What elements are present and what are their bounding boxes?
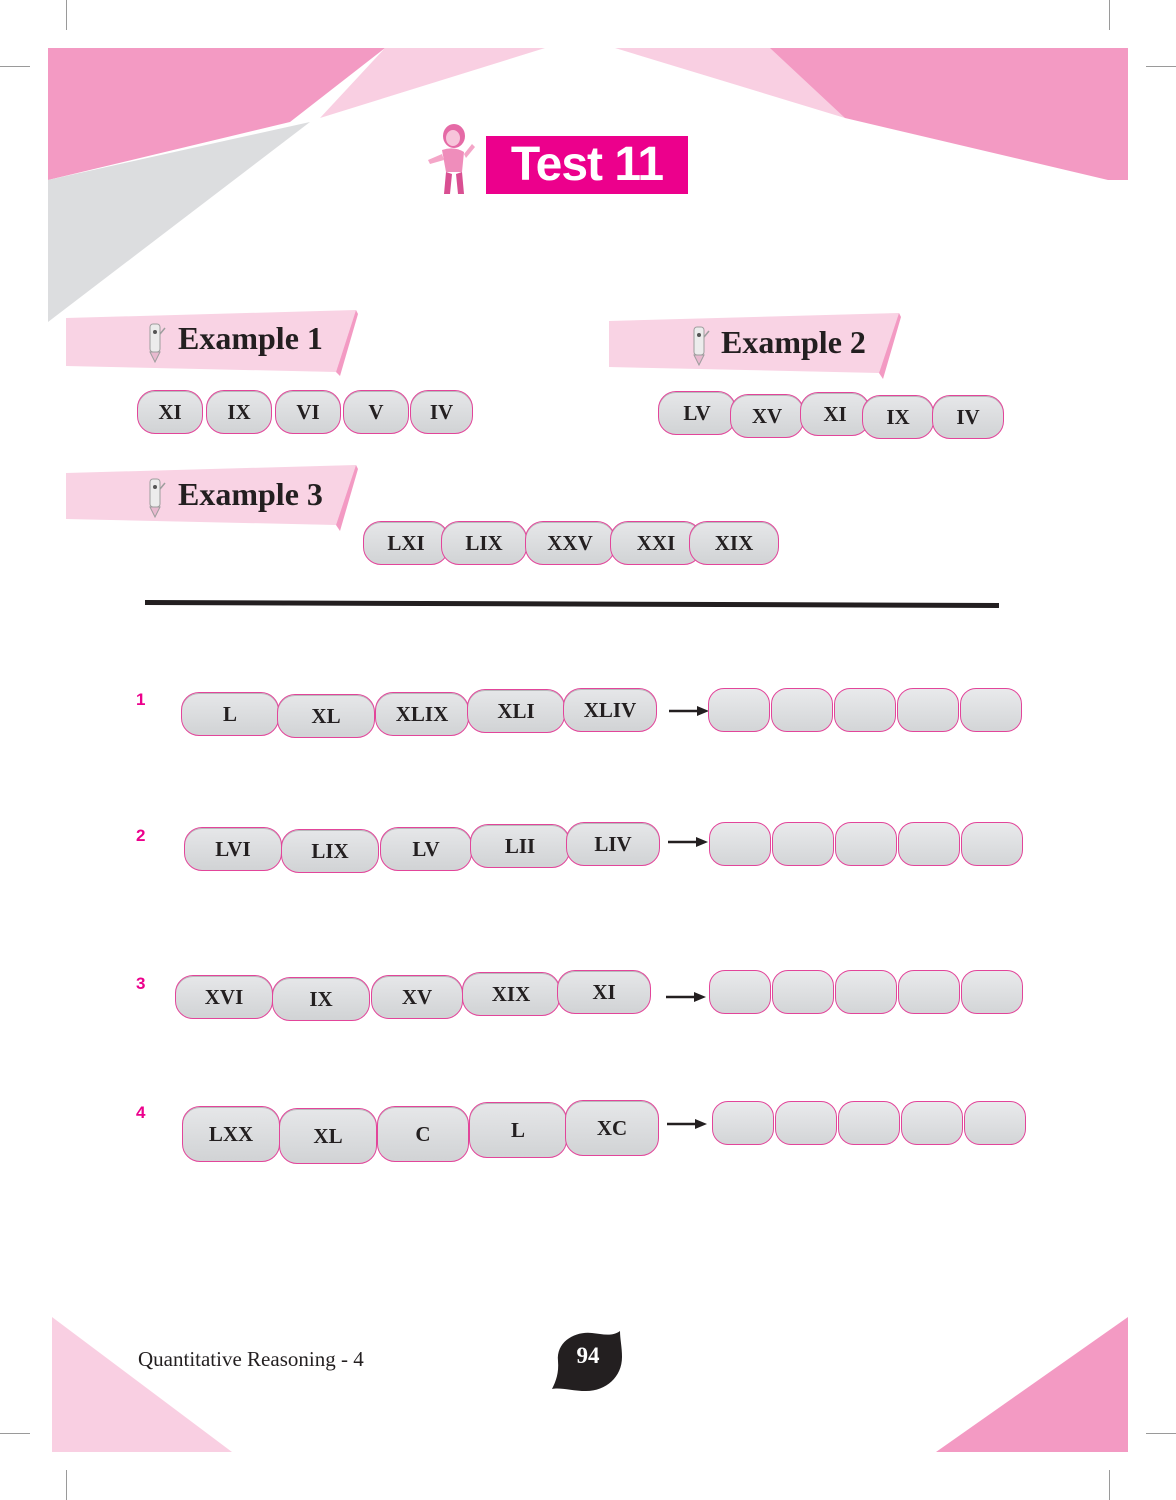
question-number: 2 — [136, 826, 146, 845]
answer-box[interactable] — [897, 688, 959, 732]
answer-box[interactable] — [709, 822, 771, 866]
example-1-pill: IV — [410, 390, 473, 434]
question-2-pill: LIV — [566, 822, 660, 866]
question-4-pill: XC — [565, 1100, 659, 1156]
question-1-pill: XLIX — [375, 692, 469, 736]
question-3-pill: XVI — [175, 975, 273, 1019]
answer-box[interactable] — [961, 970, 1023, 1014]
girl-mascot-icon — [424, 120, 478, 198]
example-2-pill: XV — [730, 394, 804, 438]
answer-box[interactable] — [838, 1101, 900, 1145]
answer-box[interactable] — [964, 1101, 1026, 1145]
question-4-pill: C — [377, 1106, 469, 1162]
question-3-pill: XV — [371, 975, 463, 1019]
example-3-pill: XXI — [610, 521, 702, 565]
book-title: Quantitative Reasoning - 4 — [138, 1347, 364, 1371]
example-3-pill: LXI — [363, 521, 449, 565]
answer-box[interactable] — [772, 970, 834, 1014]
question-4-pill: LXX — [182, 1106, 280, 1162]
answer-box[interactable] — [834, 688, 896, 732]
example-2-pill: XI — [800, 392, 870, 436]
example-2-pill: IX — [862, 395, 934, 439]
page-number: 94 — [576, 1343, 600, 1368]
question-2-pill: LII — [470, 824, 570, 868]
question-1-pill: XL — [277, 694, 375, 738]
pencil-mascot-icon — [144, 475, 166, 519]
example-1-title: Example 1 — [178, 320, 323, 356]
arrow-right-icon — [666, 991, 706, 1003]
arrow-right-icon — [667, 1118, 707, 1130]
question-1-pill: XLI — [467, 689, 565, 733]
example-1-pill: XI — [137, 390, 203, 434]
answer-box[interactable] — [771, 688, 833, 732]
example-3-pill: XXV — [525, 521, 615, 565]
question-3-pill: XIX — [462, 972, 560, 1016]
example-2-pill: IV — [932, 395, 1004, 439]
answer-box[interactable] — [835, 970, 897, 1014]
answer-box[interactable] — [775, 1101, 837, 1145]
question-number: 1 — [136, 690, 146, 709]
example-2-title: Example 2 — [721, 324, 866, 360]
question-number: 4 — [136, 1103, 146, 1122]
arrow-right-icon — [668, 836, 708, 848]
question-3-pill: XI — [557, 970, 651, 1014]
question-1-pill: L — [181, 692, 279, 736]
example-1-pill: V — [343, 390, 409, 434]
question-3-pill: IX — [272, 977, 370, 1021]
arrow-right-icon — [669, 705, 709, 717]
pencil-mascot-icon — [688, 323, 710, 367]
question-2-pill: LV — [380, 827, 472, 871]
example-2-pill: LV — [658, 391, 736, 435]
question-2-pill: LIX — [281, 829, 379, 873]
example-3-pill: LIX — [441, 521, 527, 565]
example-3-pill: XIX — [689, 521, 779, 565]
answer-box[interactable] — [709, 970, 771, 1014]
answer-box[interactable] — [898, 822, 960, 866]
question-1-pill: XLIV — [563, 688, 657, 732]
answer-box[interactable] — [961, 822, 1023, 866]
example-3-title: Example 3 — [178, 476, 323, 512]
answer-box[interactable] — [960, 688, 1022, 732]
question-number: 3 — [136, 974, 146, 993]
answer-box[interactable] — [901, 1101, 963, 1145]
answer-box[interactable] — [898, 970, 960, 1014]
answer-box[interactable] — [712, 1101, 774, 1145]
answer-box[interactable] — [772, 822, 834, 866]
pencil-mascot-icon — [144, 320, 166, 364]
question-4-pill: XL — [279, 1108, 377, 1164]
answer-box[interactable] — [835, 822, 897, 866]
example-1-pill: VI — [275, 390, 341, 434]
page-title: Test 11 — [486, 136, 688, 194]
answer-box[interactable] — [708, 688, 770, 732]
question-2-pill: LVI — [184, 827, 282, 871]
example-1-pill: IX — [206, 390, 272, 434]
question-4-pill: L — [469, 1102, 567, 1158]
